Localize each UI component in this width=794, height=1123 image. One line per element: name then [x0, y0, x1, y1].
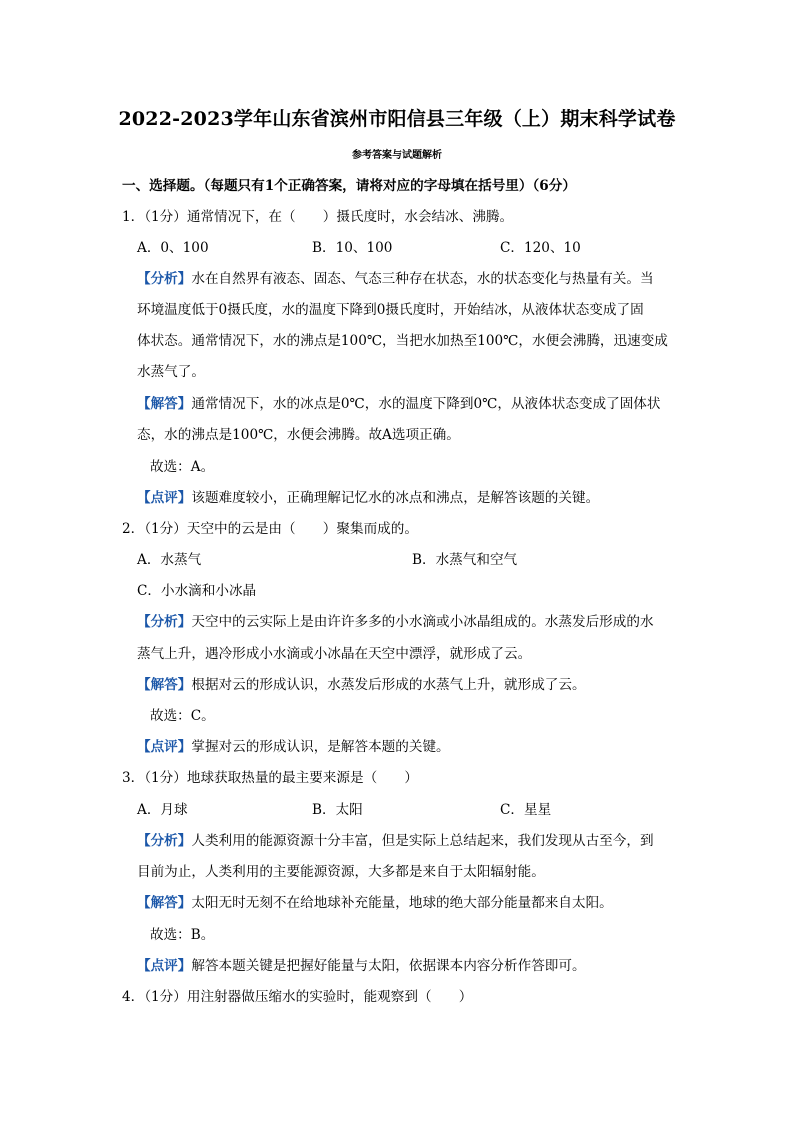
- q1-option-c: C．120、10: [500, 240, 581, 256]
- q1-comment: [137, 488, 599, 508]
- q2-comment: [137, 737, 450, 757]
- q2-answer: [137, 675, 586, 695]
- answer-tag: 【解答】: [137, 396, 192, 412]
- q1-comment-text: 该题难度较小，正确理解记忆水的冰点和沸点，是解答该题的关键。: [191, 490, 600, 506]
- q2-analysis-line1: 天空中的云实际上是由许许多多的小水滴或小冰晶组成的。水蒸发后形成的水: [191, 614, 654, 630]
- q2-analysis-line2: 蒸气上升，遇冷形成小水滴或小冰晶在天空中漂浮，就形成了云。: [137, 646, 532, 662]
- analysis-tag: 【分析】: [137, 833, 192, 849]
- q2-comment-text: 掌握对云的形成认识，是解答本题的关键。: [191, 739, 450, 755]
- q3-option-a: A．月球: [137, 802, 188, 818]
- comment-tag: 【点评】: [137, 490, 192, 506]
- q3-option-c: C．星星: [500, 802, 552, 818]
- q1-choice: 故选：A。: [150, 459, 215, 475]
- q1-option-b: B．10、100: [312, 240, 393, 256]
- page-title: 2022-2023学年山东省滨州市阳信县三年级（上）期末科学试卷: [118, 108, 676, 130]
- q1-analysis-line1: 水在自然界有液态、固态、气态三种存在状态，水的状态变化与热量有关。当: [191, 271, 654, 287]
- q2-choice: 故选：C。: [150, 708, 215, 724]
- q3-stem: 3．（1分）地球获取热量的最主要来源是（ ）: [122, 770, 418, 786]
- q3-option-b: B．太阳: [312, 802, 363, 818]
- q3-comment-text: 解答本题关键是把握好能量与太阳，依据课本内容分析作答即可。: [191, 958, 586, 974]
- q3-answer-line1: 太阳无时无刻不在给地球补充能量，地球的绝大部分能量都来自太阳。: [191, 895, 613, 911]
- answer-tag: 【解答】: [137, 677, 192, 693]
- section-heading: 一、选择题。（每题只有1个正确答案，请将对应的字母填在括号里）（6分）: [122, 178, 576, 194]
- analysis-tag: 【分析】: [137, 614, 192, 630]
- q2-option-b: B．水蒸气和空气: [412, 552, 518, 568]
- analysis-tag: 【分析】: [137, 271, 192, 287]
- comment-tag: 【点评】: [137, 739, 192, 755]
- q1-option-a: A．0、100: [137, 240, 209, 256]
- q1-analysis: [137, 269, 654, 289]
- q2-stem: 2．（1分）天空中的云是由（ ）聚集而成的。: [122, 521, 418, 537]
- q3-analysis-line1: 人类利用的能源资源十分丰富，但是实际上总结起来，我们发现从古至今，到: [191, 833, 654, 849]
- answer-tag: 【解答】: [137, 895, 192, 911]
- q1-analysis-line2: 环境温度低于0摄氏度，水的温度下降到0摄氏度时，开始结冰，从液体状态变成了固: [137, 302, 644, 318]
- q3-analysis: [137, 831, 654, 851]
- q4-stem: 4．（1分）用注射器做压缩水的实验时，能观察到（ ）: [122, 989, 473, 1005]
- q2-option-a: A．水蒸气: [137, 552, 202, 568]
- q1-analysis-line3: 体状态。通常情况下，水的沸点是100℃，当把水加热至100℃，水便会沸腾，迅速变成: [137, 333, 668, 349]
- q3-choice: 故选：B。: [150, 927, 215, 943]
- q1-analysis-line4: 水蒸气了。: [137, 364, 205, 380]
- comment-tag: 【点评】: [137, 958, 192, 974]
- q3-analysis-line2: 目前为止，人类利用的主要能源资源，大多都是来自于太阳辐射能。: [137, 864, 545, 880]
- q1-answer-line2: 态，水的沸点是100℃，水便会沸腾。故A选项正确。: [137, 427, 460, 443]
- q2-answer-line1: 根据对云的形成认识，水蒸发后形成的水蒸气上升，就形成了云。: [191, 677, 586, 693]
- q1-answer-line1: 通常情况下，水的冰点是0℃，水的温度下降到0℃，从液体状态变成了固体状: [191, 396, 661, 412]
- q2-option-c: C．小水滴和小冰晶: [137, 583, 257, 599]
- q1-stem: 1．（1分）通常情况下，在（ ）摄氏度时，水会结冰、沸腾。: [122, 209, 514, 225]
- q1-answer: [137, 394, 661, 414]
- q3-comment: [137, 956, 586, 976]
- q3-answer: [137, 893, 613, 913]
- q2-analysis: [137, 612, 654, 632]
- page-subtitle: 参考答案与试题解析: [352, 150, 442, 161]
